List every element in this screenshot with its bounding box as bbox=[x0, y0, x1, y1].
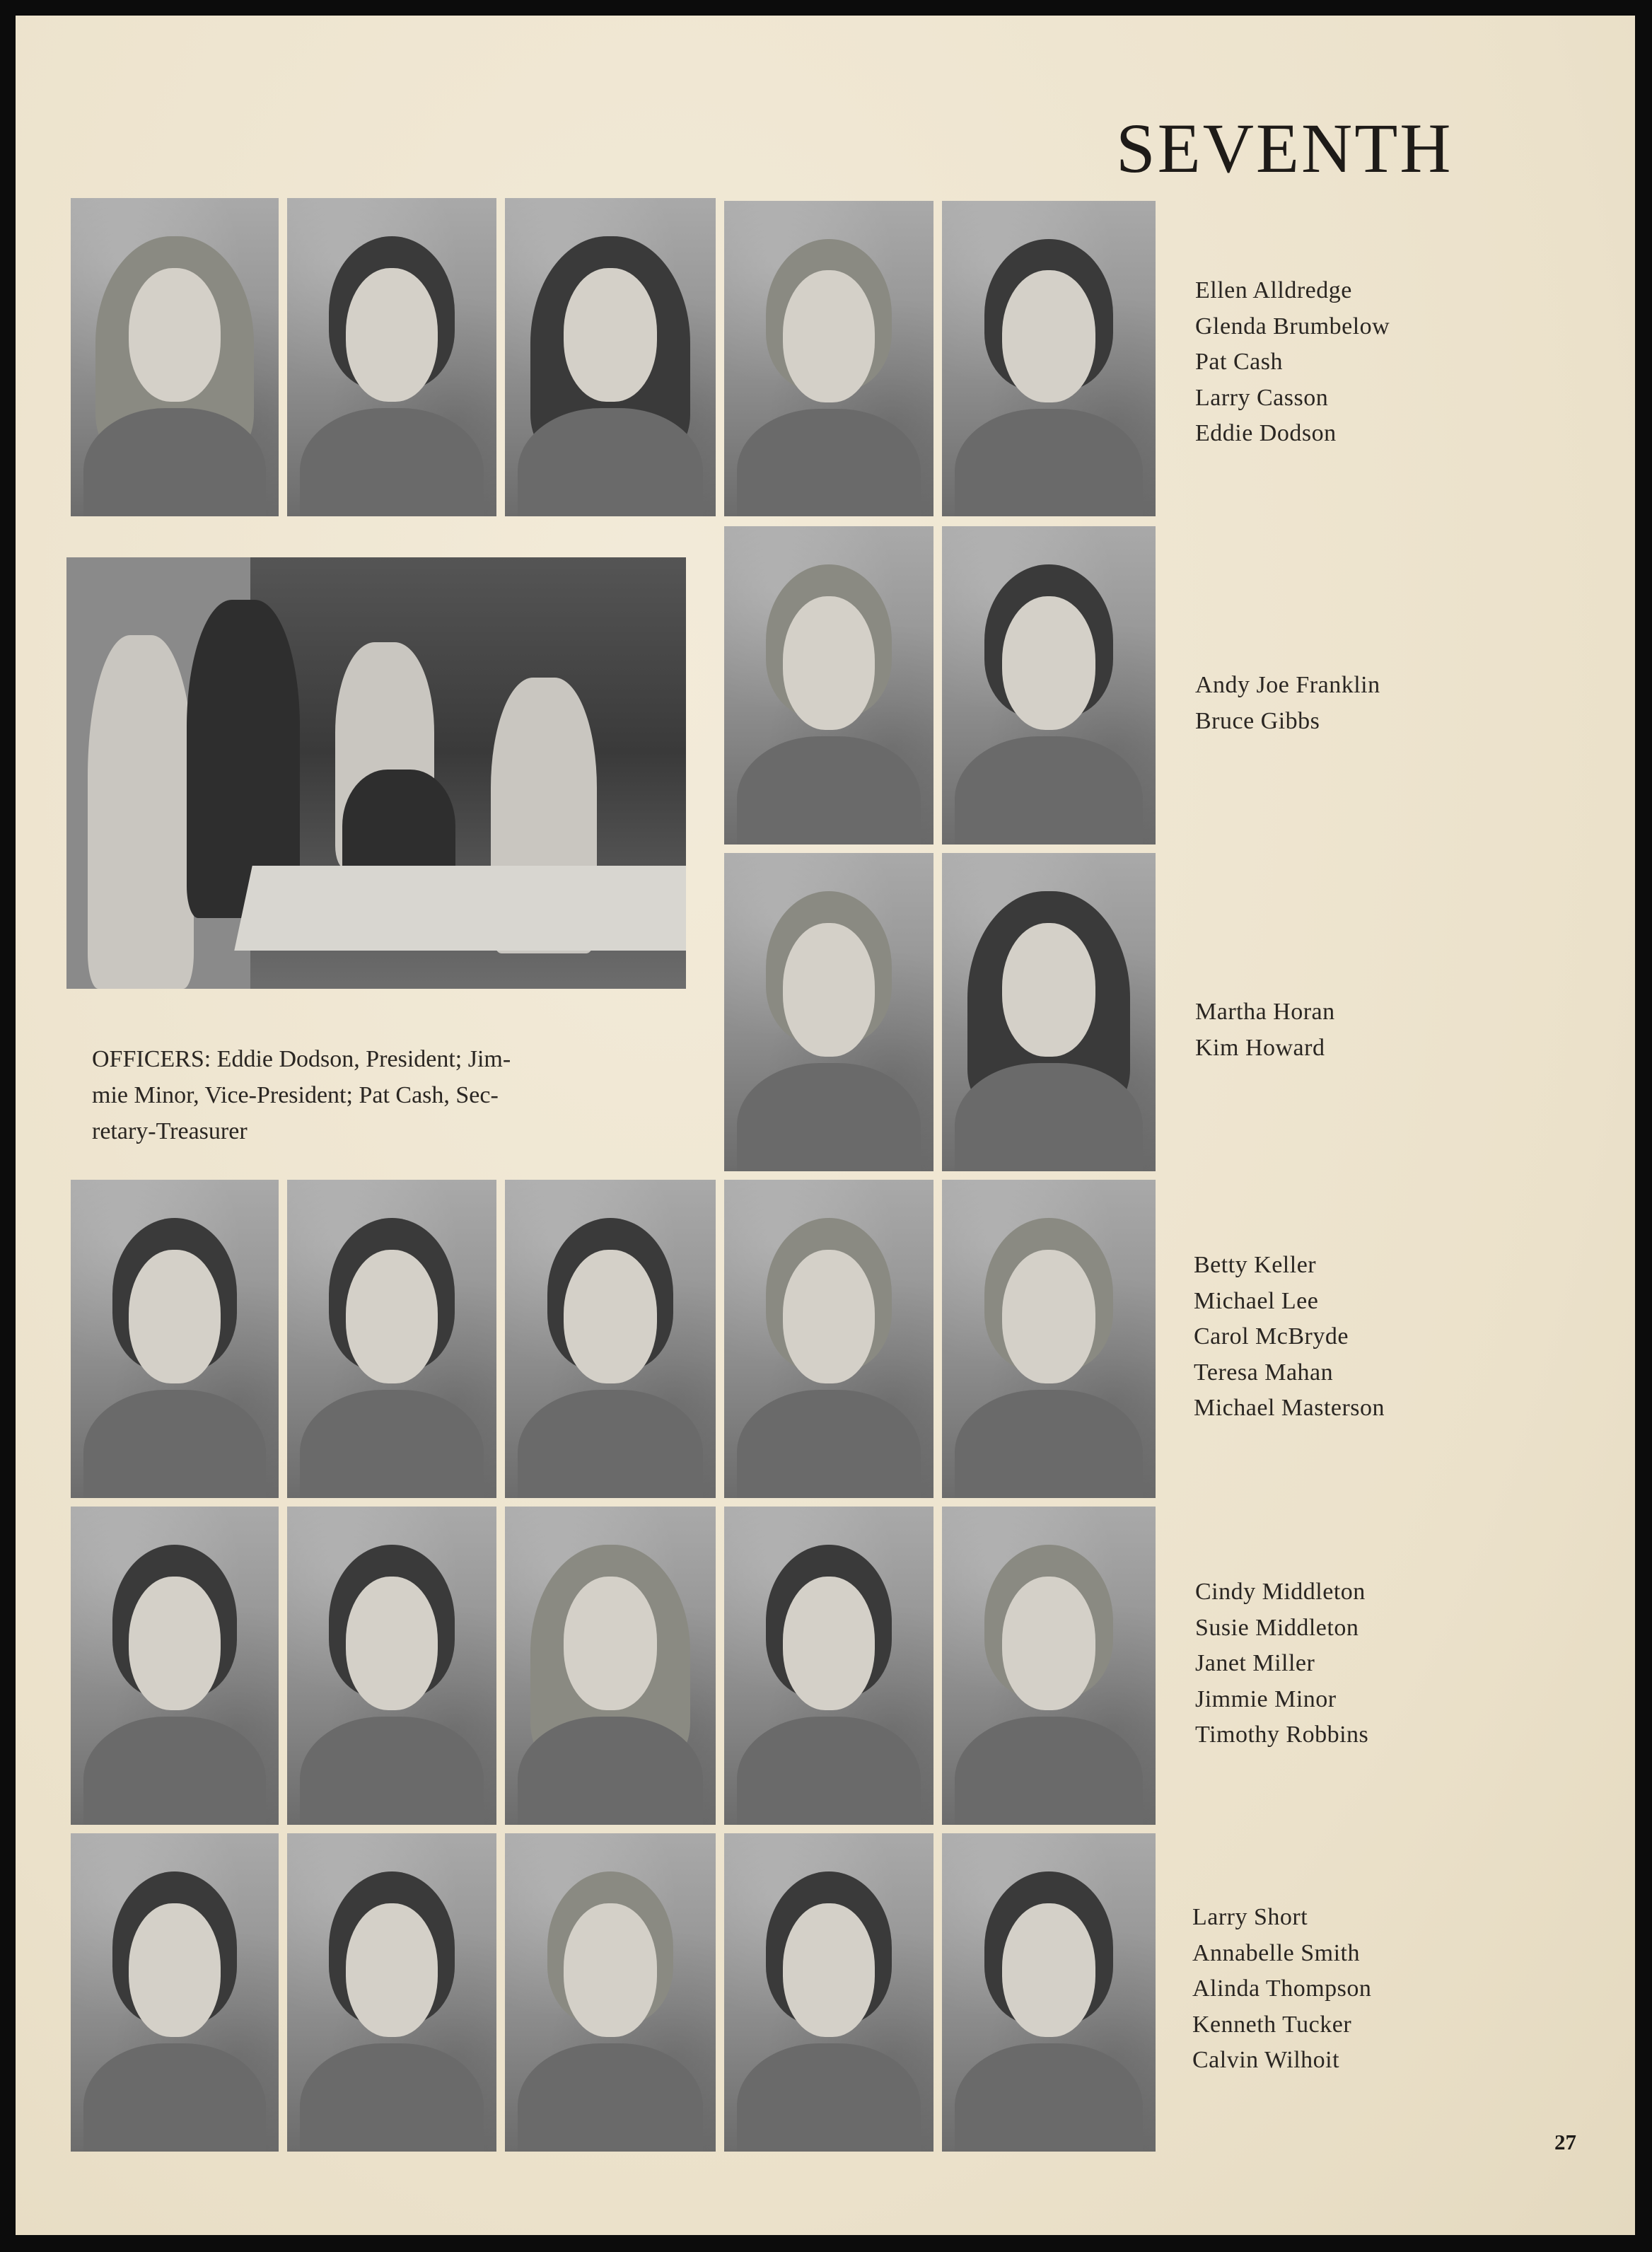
caption-line: OFFICERS: Eddie Dodson, President; Jim- bbox=[92, 1046, 511, 1072]
student-name: Pat Cash bbox=[1195, 349, 1283, 375]
student-name: Andy Joe Franklin bbox=[1195, 672, 1380, 698]
caption-line: retary-Treasurer bbox=[92, 1118, 248, 1144]
portrait-photo bbox=[287, 1180, 496, 1498]
student-name: Glenda Brumbelow bbox=[1195, 313, 1390, 339]
portrait-photo bbox=[942, 1833, 1156, 2152]
portrait-photo bbox=[505, 198, 716, 516]
page-number: 27 bbox=[1554, 2130, 1576, 2154]
student-name: Jimmie Minor bbox=[1195, 1685, 1337, 1712]
portrait-photo bbox=[71, 1833, 279, 2152]
names-list bbox=[1194, 1248, 1385, 1427]
yearbook-page bbox=[16, 16, 1635, 2235]
portrait-photo bbox=[71, 1180, 279, 1498]
student-name: Larry Short bbox=[1192, 1904, 1308, 1930]
portrait-photo bbox=[505, 1180, 716, 1498]
names-list bbox=[1192, 1900, 1371, 2079]
student-name: Annabelle Smith bbox=[1192, 1939, 1360, 1966]
portrait-photo bbox=[724, 201, 933, 516]
student-name: Susie Middleton bbox=[1195, 1614, 1359, 1641]
portrait-photo bbox=[942, 526, 1156, 844]
portrait-photo bbox=[724, 1507, 933, 1825]
student-name: Janet Miller bbox=[1195, 1650, 1315, 1676]
names-list bbox=[1195, 994, 1335, 1066]
student-name: Alinda Thompson bbox=[1192, 1975, 1372, 2002]
portrait-photo bbox=[942, 1180, 1156, 1498]
portrait-photo bbox=[71, 198, 279, 516]
student-name: Larry Casson bbox=[1195, 384, 1329, 411]
student-name: Timothy Robbins bbox=[1195, 1722, 1369, 1748]
names-list bbox=[1195, 1574, 1368, 1753]
page-title: SEVENTH bbox=[1116, 109, 1453, 187]
names-list bbox=[1195, 273, 1390, 452]
portrait-photo bbox=[724, 1833, 933, 2152]
caption-line: mie Minor, Vice-President; Pat Cash, Sec- bbox=[92, 1082, 499, 1108]
student-name: Bruce Gibbs bbox=[1195, 707, 1320, 734]
names-list bbox=[1195, 668, 1380, 739]
portrait-photo bbox=[287, 1507, 496, 1825]
portrait-photo bbox=[942, 853, 1156, 1171]
student-name: Calvin Wilhoit bbox=[1192, 2047, 1340, 2073]
portrait-photo bbox=[505, 1833, 716, 2152]
student-name: Martha Horan bbox=[1195, 999, 1335, 1025]
officers-caption bbox=[92, 1041, 665, 1149]
student-name: Kim Howard bbox=[1195, 1034, 1325, 1061]
student-name: Cindy Middleton bbox=[1195, 1579, 1366, 1605]
student-name: Kenneth Tucker bbox=[1192, 2011, 1352, 2038]
student-name: Ellen Alldredge bbox=[1195, 277, 1352, 303]
student-name: Michael Masterson bbox=[1194, 1395, 1385, 1421]
portrait-photo bbox=[942, 1507, 1156, 1825]
student-name: Eddie Dodson bbox=[1195, 420, 1337, 446]
portrait-photo bbox=[724, 853, 933, 1171]
portrait-photo bbox=[724, 1180, 933, 1498]
portrait-photo bbox=[71, 1507, 279, 1825]
student-name: Carol McBryde bbox=[1194, 1323, 1349, 1350]
student-name: Betty Keller bbox=[1194, 1252, 1317, 1278]
portrait-photo bbox=[505, 1507, 716, 1825]
portrait-photo bbox=[942, 201, 1156, 516]
portrait-photo bbox=[287, 198, 496, 516]
portrait-photo bbox=[287, 1833, 496, 2152]
student-name: Michael Lee bbox=[1194, 1287, 1319, 1314]
student-name: Teresa Mahan bbox=[1194, 1359, 1334, 1386]
portrait-photo bbox=[724, 526, 933, 844]
officers-group-photo bbox=[66, 557, 686, 989]
